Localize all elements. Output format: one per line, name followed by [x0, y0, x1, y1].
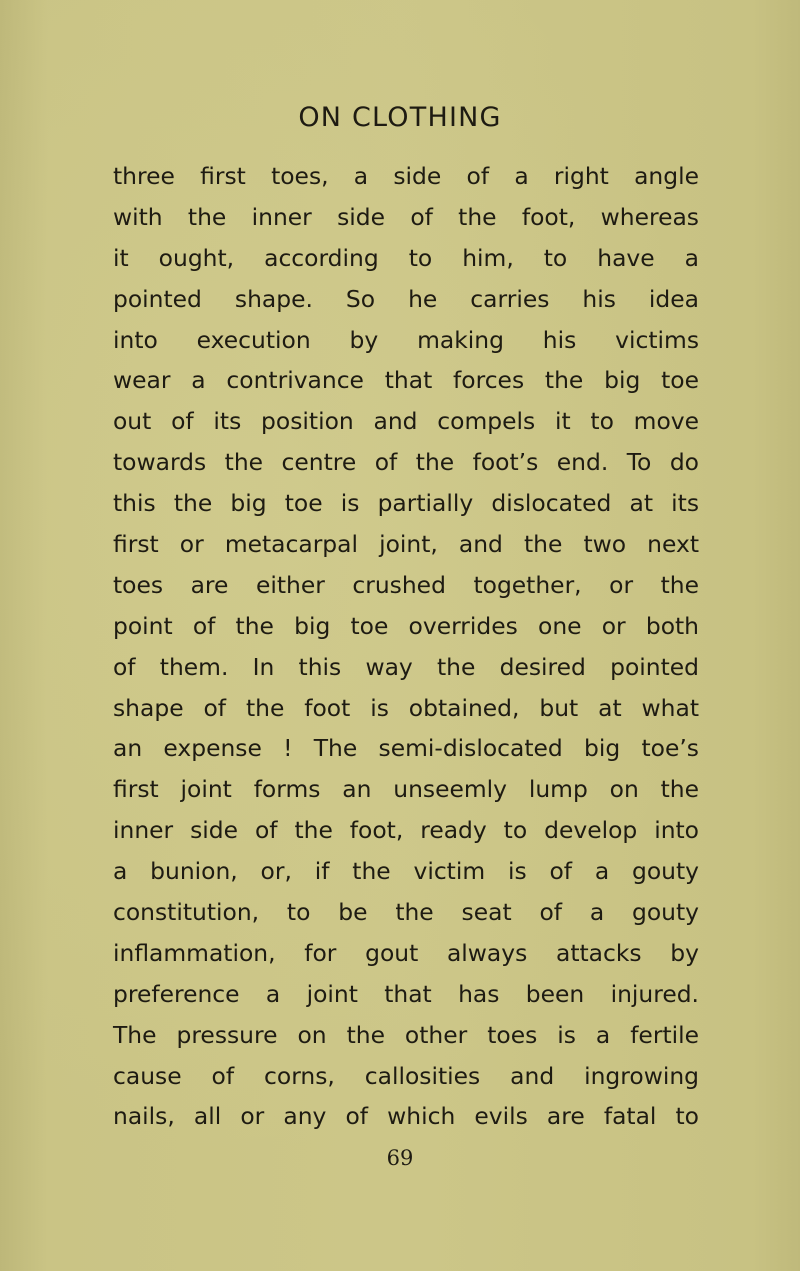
text-line: inflammation, for gout always attacks by — [113, 938, 699, 967]
text-line: first or metacarpal joint, and the two next — [113, 530, 699, 559]
text-line: towards the centre of the foot’s end. To do — [113, 448, 699, 477]
text-line: pointed shape. So he carries his idea — [113, 284, 699, 313]
text-line: it ought, according to him, to have a — [113, 243, 699, 272]
text-line: into execution by making his victims — [113, 325, 699, 354]
text-line: three first toes, a side of a right angle — [113, 162, 699, 190]
text-line: constitution, to be the seat of a gouty — [113, 898, 699, 927]
running-head: ON CLOTHING — [298, 102, 502, 133]
text-line: first joint forms an unseemly lump on the — [113, 775, 699, 804]
text-line: shape of the foot is obtained, but at what — [113, 693, 699, 722]
text-line: out of its position and compels it to move — [113, 407, 699, 436]
text-line: The pressure on the other toes is a fertile — [113, 1020, 699, 1049]
text-line: an expense ! The semi-dislocated big toe’s — [113, 734, 699, 763]
text-line: cause of corns, callosities and ingrowing — [113, 1061, 699, 1090]
text-line: this the big toe is partially dislocated at its — [113, 489, 699, 518]
text-line: toes are either crushed together, or the — [113, 570, 699, 599]
text-line: preference a joint that has been injured. — [113, 979, 699, 1008]
text-line: point of the big toe overrides one or both — [113, 611, 699, 640]
body-text — [113, 156, 699, 1137]
page-number: 69 — [386, 1146, 414, 1170]
text-line: with the inner side of the foot, whereas — [113, 202, 699, 231]
text-line: inner side of the foot, ready to develop into — [113, 816, 699, 845]
text-line: a bunion, or, if the victim is of a gouty — [113, 857, 699, 886]
text-line: of them. In this way the desired pointed — [113, 652, 699, 681]
text-line: wear a contrivance that forces the big toe — [113, 366, 699, 395]
text-line: nails, all or any of which evils are fatal to — [113, 1102, 699, 1131]
